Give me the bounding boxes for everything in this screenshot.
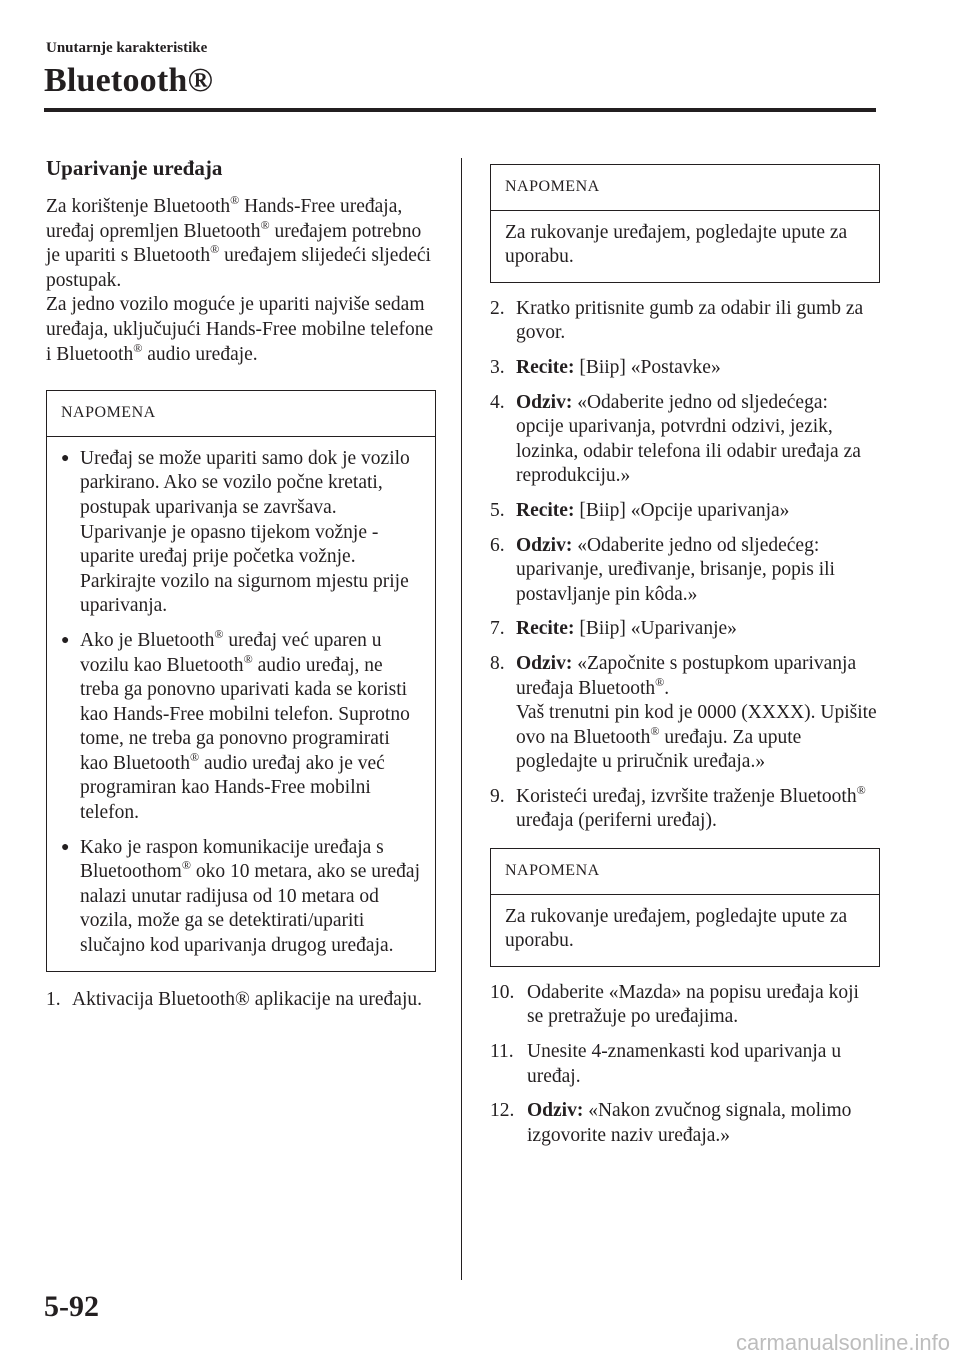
note-box-left (46, 390, 436, 971)
note-heading: NAPOMENA (491, 849, 879, 895)
step-number: 11. (490, 1041, 514, 1063)
steps-list-right-b (490, 981, 880, 1149)
note-box-right-bottom (490, 848, 880, 967)
step-number: 9. (490, 785, 505, 807)
bullet-icon: ● (61, 450, 70, 466)
step-item (490, 534, 880, 608)
note-bullet-item (61, 836, 421, 959)
step-number: 5. (490, 499, 505, 521)
step-text: Recite: [Biip] «Uparivanje» (516, 618, 737, 640)
step-item (490, 1099, 880, 1148)
step-item (490, 391, 880, 489)
step-text: Odziv: «Započnite s postupkom uparivanja uređaja Bluetooth®. Vaš trenutni pin kod je 0000 (XXXX). Upišite ovo na Bluetooth® uređaju. Za upute pogledajte u priručnik uređaja.» (516, 652, 877, 773)
intro-paragraph: Za korištenje Bluetooth® Hands-Free uređaja, uređaj opremljen Bluetooth® uređajem potrebno je upariti s Bluetooth® uređajem slijedeći sljedeći postupak. Za jedno vozilo moguće je upariti najviše sedam uređaja, uključujući Hands-Free mobilne telefone i Bluetooth® audio uređaje. (46, 193, 434, 365)
note-bullet-text: Uređaj se može upariti samo dok je vozilo parkirano. Ako se vozilo počne kretati, postupak uparivanja se završava. Uparivanje je opasno tijekom vožnje - uparite uređaj prije početka vožnje. Parkirajte vozilo na sigurnom mjestu prije uparivanja. (80, 447, 410, 617)
step-number: 4. (490, 391, 505, 413)
step-item (490, 356, 880, 381)
step-number: 7. (490, 618, 505, 640)
left-column (46, 154, 436, 1022)
note-bullet-item (61, 447, 421, 619)
step-number: 2. (490, 297, 505, 319)
step-number: 12. (490, 1100, 515, 1122)
step-text: Odziv: «Nakon zvučnog signala, molimo izgovorite naziv uređaja.» (527, 1100, 852, 1146)
steps-list-right-a (490, 297, 880, 834)
step-text: Odziv: «Odaberite jedno od sljedećeg: uparivanje, uređivanje, brisanje, popis ili postavljanje pin kôda.» (516, 534, 835, 605)
step-text: Unesite 4-znamenkasti kod uparivanja u uređaj. (527, 1041, 842, 1087)
step-item (490, 617, 880, 642)
note-bullet-list (61, 447, 421, 959)
step-text: Odaberite «Mazda» na popisu uređaja koji se pretražuje po uređajima. (527, 981, 859, 1028)
step-text: Odziv: «Odaberite jedno od sljedećega: opcije uparivanja, potvrdni odzivi, jezik, lozinka, odabir telefona ili odabir uređaja za reprodukciju.» (516, 391, 861, 487)
step-item (490, 499, 880, 524)
note-bullet-text: Kako je raspon komunikacije uređaja s Bluetoothom® oko 10 metara, ako se uređaj nalazi unutar radijusa od 10 metara od vozila, može ga se detektirati/upariti slučajno kod uparivanja drugog uređaja. (80, 836, 421, 957)
note-bullet-text: Ako je Bluetooth® uređaj već uparen u vozilu kao Bluetooth® audio uređaj, ne treba ga ponovno uparivati kada se koristi kao Hands-Free mobilni telefon. Suprotno tome, ne treba ga ponovno programirati kao Bluetooth® audio uređaj ako je već programiran kao Hands-Free mobilni telefon. (80, 626, 410, 824)
step-item (490, 297, 880, 346)
step-number: 8. (490, 652, 505, 674)
step-text: Koristeći uređaj, izvršite traženje Bluetooth® uređaja (periferni uređaj). (516, 782, 866, 832)
step-item (490, 652, 880, 775)
note-body: Za rukovanje uređajem, pogledajte upute za uporabu. (505, 905, 848, 952)
note-heading: NAPOMENA (47, 391, 435, 437)
step-text: Recite: [Biip] «Postavke» (516, 356, 721, 378)
step-number: 3. (490, 356, 505, 378)
step-item (490, 1040, 880, 1089)
step-item (490, 981, 880, 1030)
step-number: 10. (490, 981, 515, 1003)
page-title: Bluetooth® (44, 62, 214, 99)
title-rule (44, 108, 876, 112)
section-subheading: Uparivanje uređaja (46, 156, 223, 180)
section-label: Unutarnje karakteristike (46, 40, 208, 56)
column-divider (461, 158, 462, 1280)
step-text: Recite: [Biip] «Opcije uparivanja» (516, 499, 790, 521)
step-item (46, 988, 436, 1013)
watermark: carmanualsonline.info (735, 1330, 950, 1355)
step-text: Aktivacija Bluetooth® aplikacije na uređaju. (72, 988, 422, 1010)
step-text: Kratko pritisnite gumb za odabir ili gumb za govor. (516, 297, 864, 344)
step-number: 1. (46, 988, 61, 1010)
page-number: 5-92 (44, 1290, 99, 1323)
note-bullet-item (61, 626, 421, 826)
bullet-icon: ● (61, 839, 70, 855)
note-heading: NAPOMENA (491, 165, 879, 211)
note-body: Za rukovanje uređajem, pogledajte upute za uporabu. (505, 221, 848, 268)
step-item (490, 782, 880, 834)
bullet-icon: ● (61, 632, 70, 648)
right-column (490, 164, 880, 1158)
note-box-right-top (490, 164, 880, 283)
step-number: 6. (490, 534, 505, 556)
note-body (47, 437, 435, 971)
steps-list-left (46, 988, 436, 1013)
